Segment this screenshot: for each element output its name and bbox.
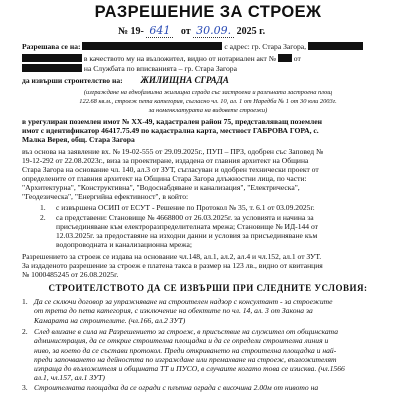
condition-2-line-3: ниво, за което да се състави протокол. Преди откриването на строителна площадка и най- [34,345,337,355]
permit-number-prefix: № 19- [118,26,144,37]
plot-line-1: в урегулиран поземлен имот № ХХ-49, кадастрален район 75, представляващ поземлен [22,117,323,126]
basis-item-2-text: са представени: Становище № 4668800 от 26.03.2025г. за условията и начина за [56,213,314,222]
fee-line-2: За издаденото разрешение за строеж е платена такса в размер на 123 лв., видно от квитанция [22,261,323,270]
build-line [22,76,229,85]
condition-1 [22,297,402,325]
condition-1-text-1: Да се сключи договор за упражняване на строителен надзор с консултант - за строежите [34,297,333,306]
condition-2-line-6: ал.1, чл.157, ал.1 ЗУТ) [34,373,105,383]
applicant-notary-from: от [293,54,301,63]
basis-line-3: Стара Загора на основание чл. 140, ал.3 от ЗУТ, съгласуван и одобрен технически проект от [22,165,319,174]
plot-line-2: имот с идентификатор 46417.75.49 по кадастрална карта, местност ГАБРОВА ГОРА, с. [22,126,319,135]
condition-2-line-5: изпраща до възложителя и общината ТТ и ПУСО, в случаите когато това се изисква. (чл.1566 [34,364,345,374]
redacted-notary-number [278,54,292,62]
document-title: РАЗРЕШЕНИЕ ЗА СТРОЕЖ [94,3,322,21]
condition-1-line-3: Камарата на строителите. (чл.166, ал.2 ЗУТ) [34,315,186,325]
basis-item-2-num: 2. [40,213,46,222]
registry-office-text: на Службата по вписванията – гр. Стара Загора [83,64,237,73]
permit-number-value [146,24,173,38]
condition-3 [22,383,402,392]
build-note-3: за номенклатурата на видовете строежи) [148,107,268,114]
build-label: да извърши строителство на: [22,76,123,85]
permit-date-handwritten: 30.09. [196,24,232,37]
fee-line-3: № 1000485245 от 26.08.2025г. [22,270,119,279]
build-note-1: (изграждане на едноfамилна жилищна сграда със застроена и разгъната застроена площ [83,89,333,96]
basis-line-2: 19-12-292 от 22.08.2023г., виза за проектиране, издадена от главния архитект на Община [22,156,309,165]
build-note-2: 122.68 кв.м., строеж пета категория, съгласно чл. 10, ал. 1 от Наредба № 1 от 30 юли 2003г. [79,98,337,105]
conditions-title: СТРОИТЕЛСТВОТО ДА СЕ ИЗВЪРШИ ПРИ СЛЕДНИТЕ УСЛОВИЯ: [48,283,368,293]
basis-item-1 [40,203,315,212]
build-object: ЖИЛИЩНА СГРАДА [140,75,229,85]
permit-date-prefix: от [180,26,191,37]
basis-item-1-text: с извършена ОСИП от ЕСУТ - Решение по Протокол № 35, т. 6.1 от 03.09.2025г. [56,203,315,212]
fee-line-1: Разрешението за строеж се издава на основание чл.148, ал.1, ал.2, ал.4 и чл.152, ал.1 от ЗУТ. [22,252,322,261]
basis-line-5: "Архитектурна", "Конструктивна", "Водоснабдяване и канализация", "Електрическа", [22,183,300,192]
basis-item-2-cont-2: 12.03.2025г. за предоставяне на изходни данни и условия за присъединяване към [56,231,318,240]
basis-item-2 [40,213,314,222]
plot-line-3: Малка Верея, общ. Стара Загора [22,135,135,144]
redacted-notary-date [22,64,82,72]
applicant-line-2 [22,54,301,63]
redacted-applicant-name [82,42,222,50]
permit-number-handwritten: 641 [149,24,171,37]
condition-1-line-2: от трета до пета категория, с изключение на обектите по чл. 14, ал. 3 от Закона за [34,306,313,316]
condition-2 [22,327,402,383]
permit-number-line [118,24,378,38]
applicant-notary-text: в качеството му на възложител, видно от нотариален акт № [83,54,276,63]
basis-line-1: въз основа на заявление вх. № 19-02-555 от 29.09.2025г., ПУП – ПРЗ, одобрен със Заповед № [22,147,324,156]
applicant-label: Разрешава се на: [22,42,81,51]
basis-item-2-cont-3: водопроводната и канализационна мрежа; [56,240,192,249]
basis-line-6: "Геодезическа", "Енергийна ефективност", в който: [22,192,189,201]
condition-3-text-1: Строителната площадка да се огради с плътна ограда с височина 2.00м от нивото на [34,383,319,392]
applicant-line-1 [22,42,363,51]
redacted-address-cont [22,54,82,62]
condition-1-line-1 [22,297,402,306]
condition-2-num: 2. [22,327,28,336]
condition-2-line-4: преди започването на дейността по изграждане или премахване на строеж, възложителят [34,354,337,364]
applicant-address: с адрес: гр. Стара Загора, [224,42,307,51]
condition-3-line-1 [22,383,402,392]
basis-line-4: определените от главния архитект на Община Стара Загора длъжностни лица, по части: [22,174,307,183]
condition-1-num: 1. [22,297,28,306]
basis-item-2-cont-1: присъединяване към електроразпределителната мрежа; Становище № ИД-144 от [56,222,319,231]
permit-year: 2025 г. [236,26,266,37]
condition-3-num: 3. [22,383,28,392]
redacted-address [308,42,363,50]
basis-item-1-num: 1. [40,203,46,212]
condition-2-line-2: администрация, да се открие строителна площадка и да се определи строителна линия и [34,336,329,346]
condition-2-line-1 [22,327,402,336]
applicant-line-3 [22,64,237,73]
permit-date-value [193,24,234,38]
condition-2-text-1: След влизане в сила на Разрешението за строеж, в присъствие на служител от общинската [34,327,339,336]
